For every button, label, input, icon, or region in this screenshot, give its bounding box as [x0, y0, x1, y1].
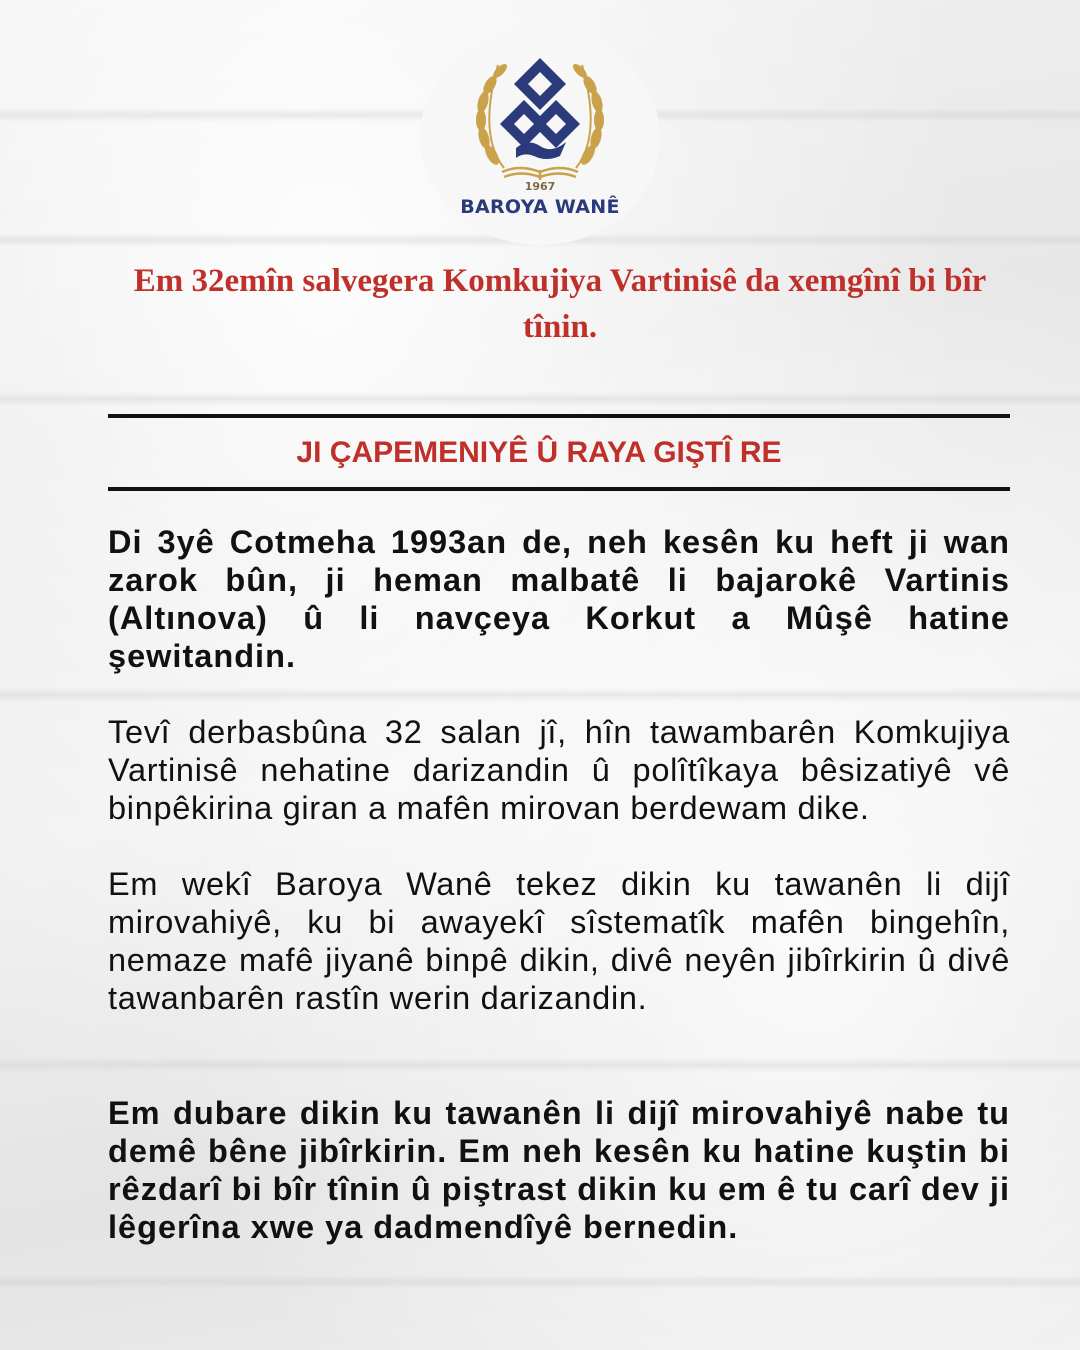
top-divider [108, 414, 1010, 418]
section-title: JI ÇAPEMENIYÊ Û RAYA GIŞTÎ RE [296, 436, 782, 469]
open-book-icon [502, 168, 578, 180]
paragraph-1: Di 3yê Cotmeha 1993an de, neh kesên ku heft ji wan zarok bûn, ji heman malbatê li bajarokê Vartinis (Altınova) û li navçeya Korkut a Mûşê hatine şewitandin. [108, 524, 1010, 674]
paragraph-3: Em wekî Baroya Wanê tekez dikin ku tawanên li dijî mirovahiyê, ku bi awayekî sîstematîk mafên bingehîn, nemaze mafê jiyanê binpê dikin, divê neyên jibîrkirin û divê tawanbarên rastîn werin darizandin. [108, 866, 1010, 1016]
logo-name: BAROYA WANÊ [460, 196, 620, 218]
laurel-right-icon [571, 62, 605, 168]
bottom-divider [108, 487, 1010, 491]
paragraph-2: Tevî derbasbûna 32 salan jî, hîn tawambarên Komkujiya Vartinisê nehatine darizandin û polîtîkaya bêsizatiyê vê binpêkirina giran a mafên mirovan berdewam dike. [108, 714, 1010, 826]
scales-emblem-icon [500, 58, 580, 159]
logo-year: 1967 [524, 180, 556, 193]
headline: Em 32emîn salvegera Komkujiya Vartinisê da xemgînî bi bîr tînin. [133, 263, 987, 345]
paragraph-4: Em dubare dikin ku tawanên li dijî mirovahiyê nabe tu demê bêne jibîrkirin. Em neh kesên ku hatine kuştin bi rêzdarî bi bîr tînin û piştrast dikin ku em ê tu carî dev ji lêgerîna xwe ya dadmendîyê bernedin. [108, 1095, 1010, 1245]
baroya-wane-logo [420, 30, 660, 245]
laurel-left-icon [475, 62, 509, 168]
